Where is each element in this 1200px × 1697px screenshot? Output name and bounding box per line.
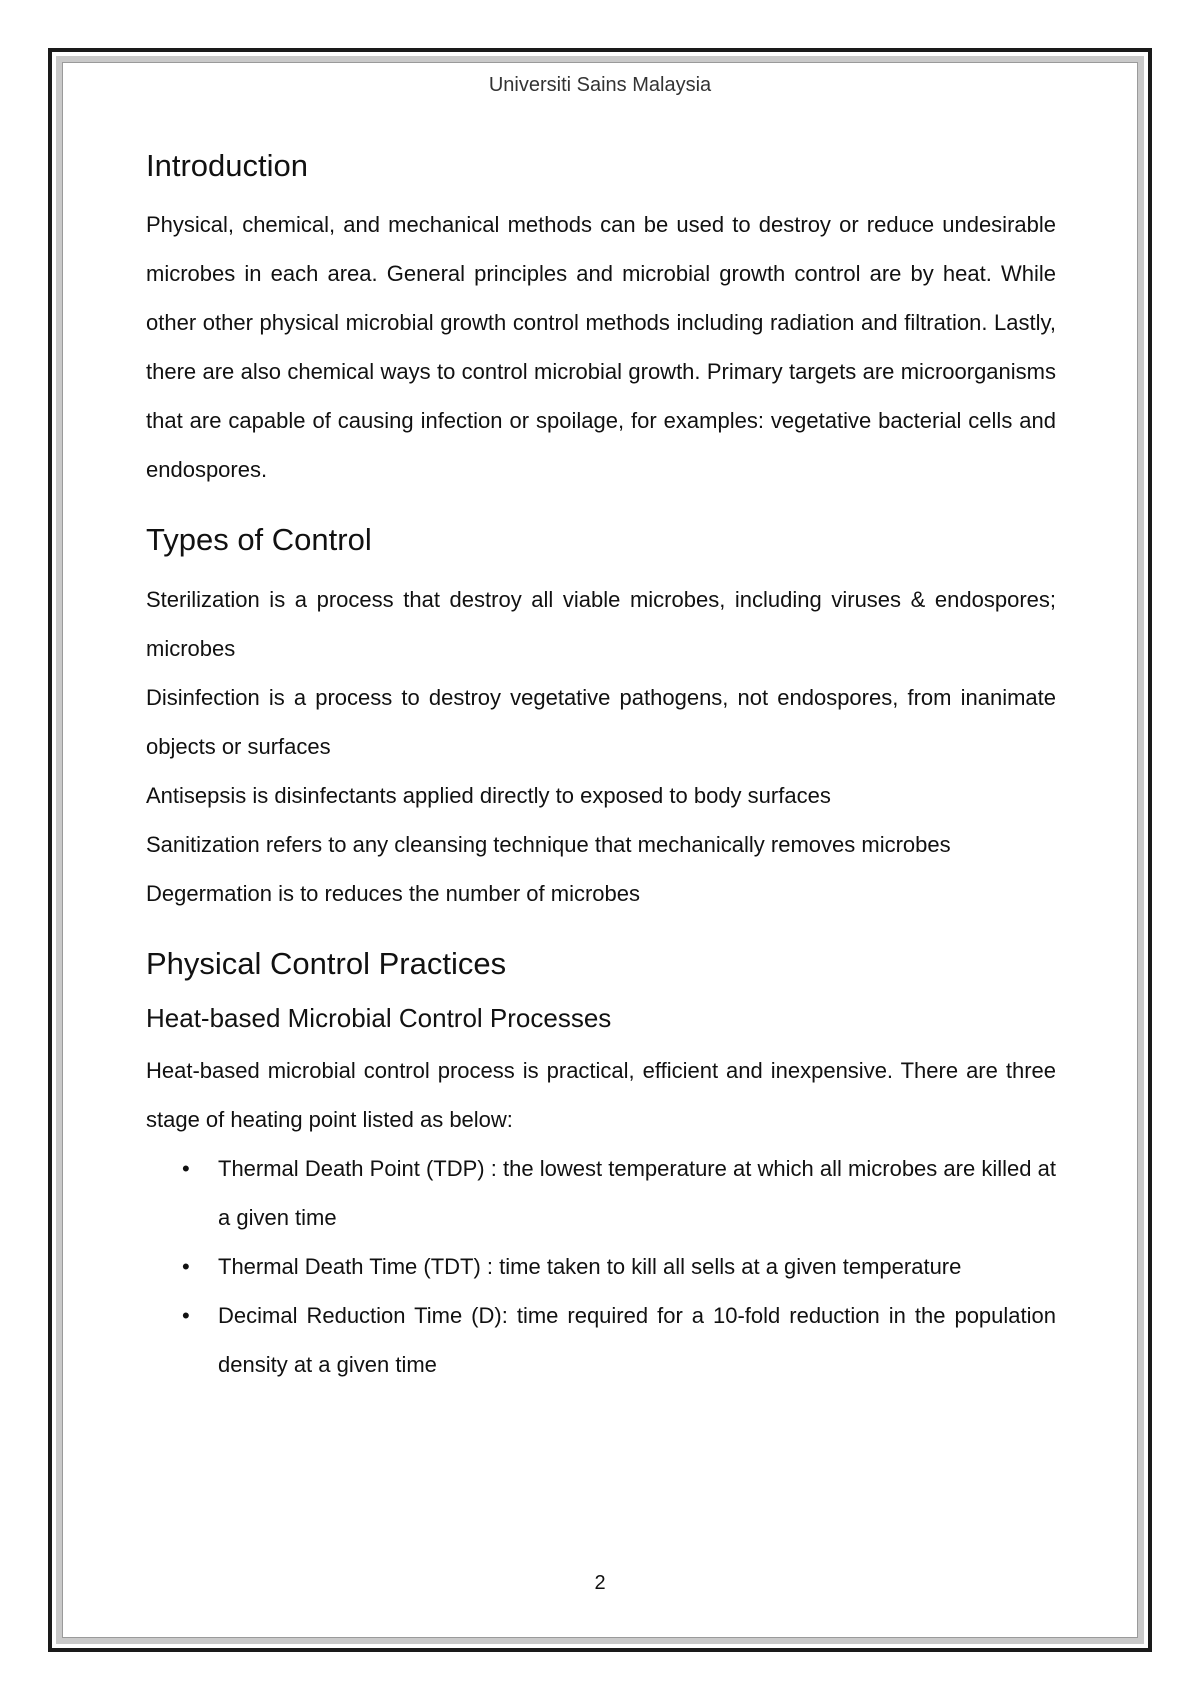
type-disinfection: Disinfection is a process to destroy vegetative pathogens, not endospores, from inanimate objects or surfaces <box>146 684 1056 759</box>
types-of-control-list <box>146 575 1056 918</box>
type-sanitization: Sanitization refers to any cleansing technique that mechanically removes microbes <box>146 831 951 857</box>
heat-based-subheading: Heat-based Microbial Control Processes <box>146 1002 612 1033</box>
document-body <box>146 140 1056 1389</box>
type-sterilization: Sterilization is a process that destroy all viable microbes, including viruses & endospores; microbes <box>146 586 1056 661</box>
list-item <box>146 1144 1056 1242</box>
heating-point-list <box>146 1144 1056 1389</box>
page-header: Universiti Sains Malaysia <box>488 74 712 96</box>
types-of-control-heading: Types of Control <box>146 522 372 558</box>
bullet-icon: • <box>182 1155 190 1181</box>
list-item <box>146 1242 1056 1291</box>
bullet-icon: • <box>182 1253 190 1279</box>
list-item <box>146 1291 1056 1389</box>
bullet-icon: • <box>182 1302 190 1328</box>
bullet-text-tdp: Thermal Death Point (TDP) : the lowest temperature at which all microbes are killed at a given time <box>218 1155 1056 1230</box>
introduction-heading: Introduction <box>146 148 308 183</box>
physical-control-heading: Physical Control Practices <box>146 945 507 981</box>
introduction-paragraph: Physical, chemical, and mechanical methods can be used to destroy or reduce undesirable microbes in each area. General principles and microbial growth control are by heat. While other other physical microbial growth control methods including radiation and filtration. Lastly, there are also chemical ways to control microbial growth. Primary targets are microorganisms that are capable of causing infection or spoilage, for examples: vegetative bacterial cells and endospores. <box>146 212 1056 483</box>
type-degermation: Degermation is to reduces the number of microbes <box>146 880 641 906</box>
page-number: 2 <box>594 1572 606 1594</box>
bullet-text-tdt: Thermal Death Time (TDT) : time taken to kill all sells at a given temperature <box>218 1253 962 1279</box>
bullet-text-d: Decimal Reduction Time (D): time required for a 10-fold reduction in the population density at a given time <box>218 1302 1056 1377</box>
heat-based-paragraph: Heat-based microbial control process is practical, efficient and inexpensive. There are three stage of heating point listed as below: <box>146 1057 1056 1132</box>
type-antisepsis: Antisepsis is disinfectants applied directly to exposed to body surfaces <box>146 782 831 808</box>
